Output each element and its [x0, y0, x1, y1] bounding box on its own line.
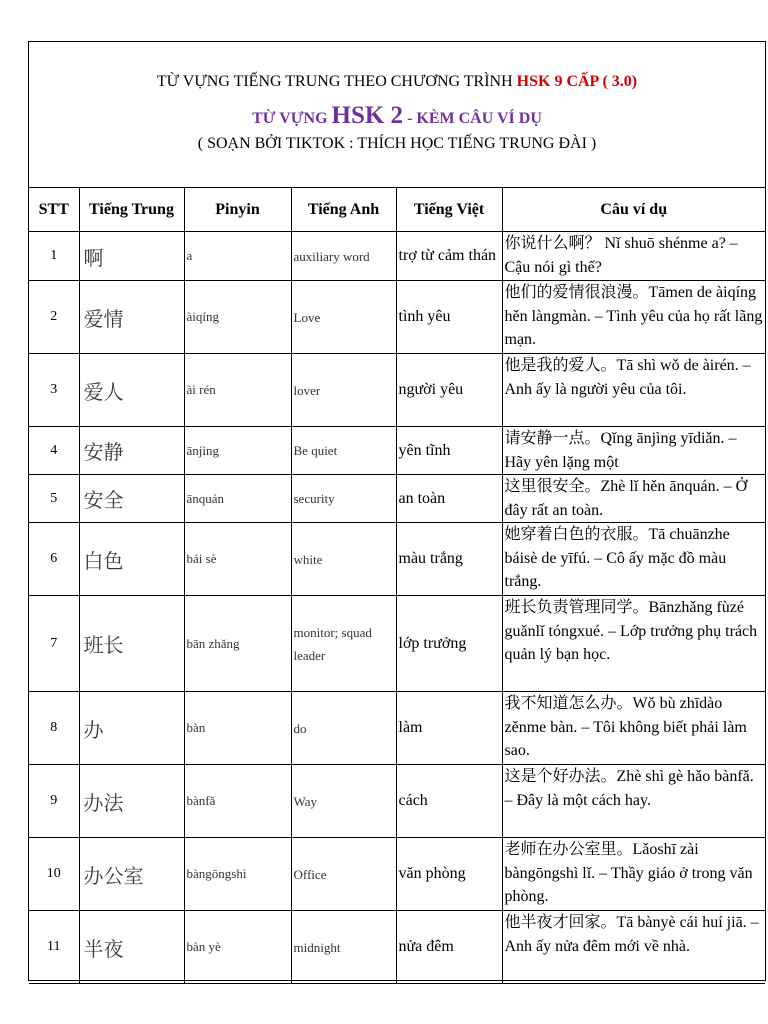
- cell-example: 这里很安全。Zhè lǐ hěn ānquán. – Ở đây rất an toàn.: [502, 475, 765, 523]
- cell-vietnamese: cách: [396, 765, 502, 838]
- header-title: TỪ VỰNG TIẾNG TRUNG THEO CHƯƠNG TRÌNH: [156, 73, 513, 90]
- table-row: [29, 281, 765, 354]
- col-header-chinese: Tiếng Trung: [79, 188, 184, 232]
- table-row: [29, 232, 765, 281]
- cell-vietnamese: an toàn: [396, 475, 502, 523]
- table-row: [29, 523, 765, 596]
- cell-example: 他是我的爱人。Tā shì wǒ de àirén. – Anh ấy là người yêu của tôi.: [502, 354, 765, 427]
- header-line-2: [29, 102, 765, 130]
- header-line-1: [29, 73, 765, 91]
- header-author: ( SOẠN BỞI TIKTOK : THÍCH HỌC TIẾNG TRUNG ĐÀI ): [197, 135, 597, 152]
- cell-english: lover: [291, 354, 396, 427]
- cell-stt: 7: [29, 596, 79, 692]
- cell-stt: 6: [29, 523, 79, 596]
- table-row: [29, 765, 765, 838]
- col-header-pinyin: Pinyin: [184, 188, 291, 232]
- cell-pinyin: ài rén: [184, 354, 291, 427]
- cell-chinese: 办法: [79, 765, 184, 838]
- cell-example: 你说什么啊？ Nǐ shuō shénme a? – Cậu nói gì thế?: [502, 232, 765, 281]
- cell-stt: 3: [29, 354, 79, 427]
- cell-english: monitor; squad leader: [291, 596, 396, 692]
- cell-english: Way: [291, 765, 396, 838]
- table-row: [29, 692, 765, 765]
- cell-vietnamese: lớp trưởng: [396, 596, 502, 692]
- cell-chinese: 办: [79, 692, 184, 765]
- cell-chinese: 安全: [79, 475, 184, 523]
- cell-vietnamese: nửa đêm: [396, 911, 502, 984]
- cell-pinyin: ānjìng: [184, 427, 291, 475]
- cell-english: Love: [291, 281, 396, 354]
- cell-stt: 4: [29, 427, 79, 475]
- cell-vietnamese: yên tĩnh: [396, 427, 502, 475]
- cell-pinyin: bàn: [184, 692, 291, 765]
- cell-pinyin: bān zhǎng: [184, 596, 291, 692]
- table-row: [29, 596, 765, 692]
- header-program: HSK 9 CẤP ( 3.0): [516, 73, 638, 90]
- cell-chinese: 半夜: [79, 911, 184, 984]
- cell-english: security: [291, 475, 396, 523]
- table-row: [29, 911, 765, 984]
- cell-stt: 11: [29, 911, 79, 984]
- col-header-vietnamese: Tiếng Việt: [396, 188, 502, 232]
- cell-stt: 10: [29, 838, 79, 911]
- cell-example: 请安静一点。Qǐng ānjìng yīdiǎn. – Hãy yên lặng một: [502, 427, 765, 475]
- cell-pinyin: bànfǎ: [184, 765, 291, 838]
- vocab-sheet: [28, 41, 766, 981]
- table-row: [29, 475, 765, 523]
- cell-chinese: 白色: [79, 523, 184, 596]
- cell-example: 我不知道怎么办。Wǒ bù zhīdào zěnme bàn. – Tôi không biết phải làm sao.: [502, 692, 765, 765]
- table-row: [29, 354, 765, 427]
- cell-english: auxiliary word: [291, 232, 396, 281]
- cell-chinese: 爱情: [79, 281, 184, 354]
- cell-english: Be quiet: [291, 427, 396, 475]
- cell-chinese: 啊: [79, 232, 184, 281]
- cell-stt: 8: [29, 692, 79, 765]
- cell-example: 他们的爱情很浪漫。Tāmen de àiqíng hěn làngmàn. – Tình yêu của họ rất lãng mạn.: [502, 281, 765, 354]
- cell-pinyin: bàn yè: [184, 911, 291, 984]
- cell-pinyin: ānquán: [184, 475, 291, 523]
- cell-chinese: 安静: [79, 427, 184, 475]
- header-subtitle: - KÈM CÂU VÍ DỤ: [407, 110, 542, 127]
- header-level: HSK 2: [331, 102, 404, 129]
- cell-pinyin: bàngōngshì: [184, 838, 291, 911]
- cell-example: 他半夜才回家。Tā bànyè cái huí jiā. – Anh ấy nửa đêm mới về nhà.: [502, 911, 765, 984]
- col-header-example: Câu ví dụ: [502, 188, 765, 232]
- cell-vietnamese: trợ từ cảm thán: [396, 232, 502, 281]
- cell-vietnamese: tình yêu: [396, 281, 502, 354]
- cell-english: white: [291, 523, 396, 596]
- cell-stt: 9: [29, 765, 79, 838]
- cell-english: do: [291, 692, 396, 765]
- cell-pinyin: àiqíng: [184, 281, 291, 354]
- cell-english: midnight: [291, 911, 396, 984]
- sheet-header: [29, 42, 765, 188]
- cell-vietnamese: làm: [396, 692, 502, 765]
- cell-example: 班长负责管理同学。Bānzhǎng fùzé guǎnlǐ tóngxué. – Lớp trưởng phụ trách quản lý bạn học.: [502, 596, 765, 692]
- cell-english: Office: [291, 838, 396, 911]
- cell-chinese: 爱人: [79, 354, 184, 427]
- cell-example: 这是个好办法。Zhè shì gè hǎo bànfǎ. – Đây là một cách hay.: [502, 765, 765, 838]
- cell-chinese: 班长: [79, 596, 184, 692]
- table-row: [29, 427, 765, 475]
- cell-pinyin: bái sè: [184, 523, 291, 596]
- cell-stt: 5: [29, 475, 79, 523]
- cell-chinese: 办公室: [79, 838, 184, 911]
- table-row: [29, 838, 765, 911]
- table-header-row: [29, 188, 765, 232]
- cell-example: 她穿着白色的衣服。Tā chuānzhe báisè de yīfú. – Cô ấy mặc đồ màu trắng.: [502, 523, 765, 596]
- cell-pinyin: a: [184, 232, 291, 281]
- cell-example: 老师在办公室里。Lǎoshī zài bàngōngshì lǐ. – Thầy giáo ở trong văn phòng.: [502, 838, 765, 911]
- cell-vietnamese: văn phòng: [396, 838, 502, 911]
- cell-stt: 1: [29, 232, 79, 281]
- cell-vietnamese: màu trắng: [396, 523, 502, 596]
- vocab-table: [29, 188, 765, 984]
- cell-vietnamese: người yêu: [396, 354, 502, 427]
- col-header-stt: STT: [29, 188, 79, 232]
- cell-stt: 2: [29, 281, 79, 354]
- col-header-english: Tiếng Anh: [291, 188, 396, 232]
- header-vocab-label: TỪ VỰNG: [252, 110, 328, 127]
